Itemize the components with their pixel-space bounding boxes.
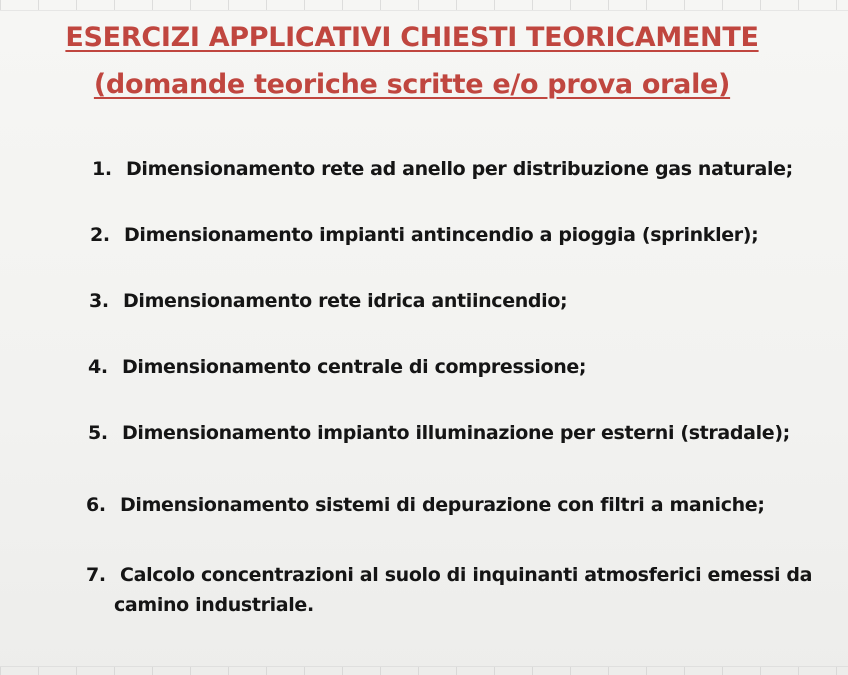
- list-item-number: 6.: [86, 494, 106, 516]
- list-item-text: Dimensionamento impianti antincendio a pioggia (sprinkler);: [124, 224, 759, 246]
- list-item-text: Dimensionamento impianto illuminazione per esterni (stradale);: [122, 422, 790, 444]
- list-item: [90, 220, 758, 250]
- top-edge-ruler: [0, 0, 848, 11]
- title-line-1: ESERCIZI APPLICATIVI CHIESTI TEORICAMENTE: [65, 22, 759, 53]
- title-line-2: (domande teoriche scritte e/o prova orale): [93, 69, 731, 100]
- list-item-text: Dimensionamento sistemi di depurazione con filtri a maniche;: [120, 494, 765, 516]
- list-item-number: 5.: [88, 422, 108, 444]
- list-item-number: 3.: [89, 290, 109, 312]
- list-item-text: [114, 560, 840, 620]
- list-item: [89, 286, 567, 316]
- list-item-text-line-2: camino industriale.: [114, 594, 314, 616]
- list-item-number: 2.: [90, 224, 110, 246]
- list-item-number: 4.: [88, 356, 108, 378]
- list-item-text: Dimensionamento rete ad anello per distribuzione gas naturale;: [126, 158, 793, 180]
- list-item-text: Dimensionamento centrale di compressione;: [122, 356, 587, 378]
- list-item-text-line-1: Calcolo concentrazioni al suolo di inquinanti atmosferici emessi da: [120, 564, 813, 586]
- list-item: [88, 418, 790, 448]
- list-item-number: 1.: [92, 158, 112, 180]
- list-item: [86, 490, 765, 520]
- title-block: [0, 16, 848, 110]
- bottom-edge-ruler: [0, 666, 848, 675]
- list-item: [92, 154, 793, 184]
- list-item: [88, 352, 586, 382]
- list-item: [86, 560, 840, 620]
- list-item-text: Dimensionamento rete idrica antiincendio;: [123, 290, 568, 312]
- list-item-number: 7.: [86, 564, 106, 586]
